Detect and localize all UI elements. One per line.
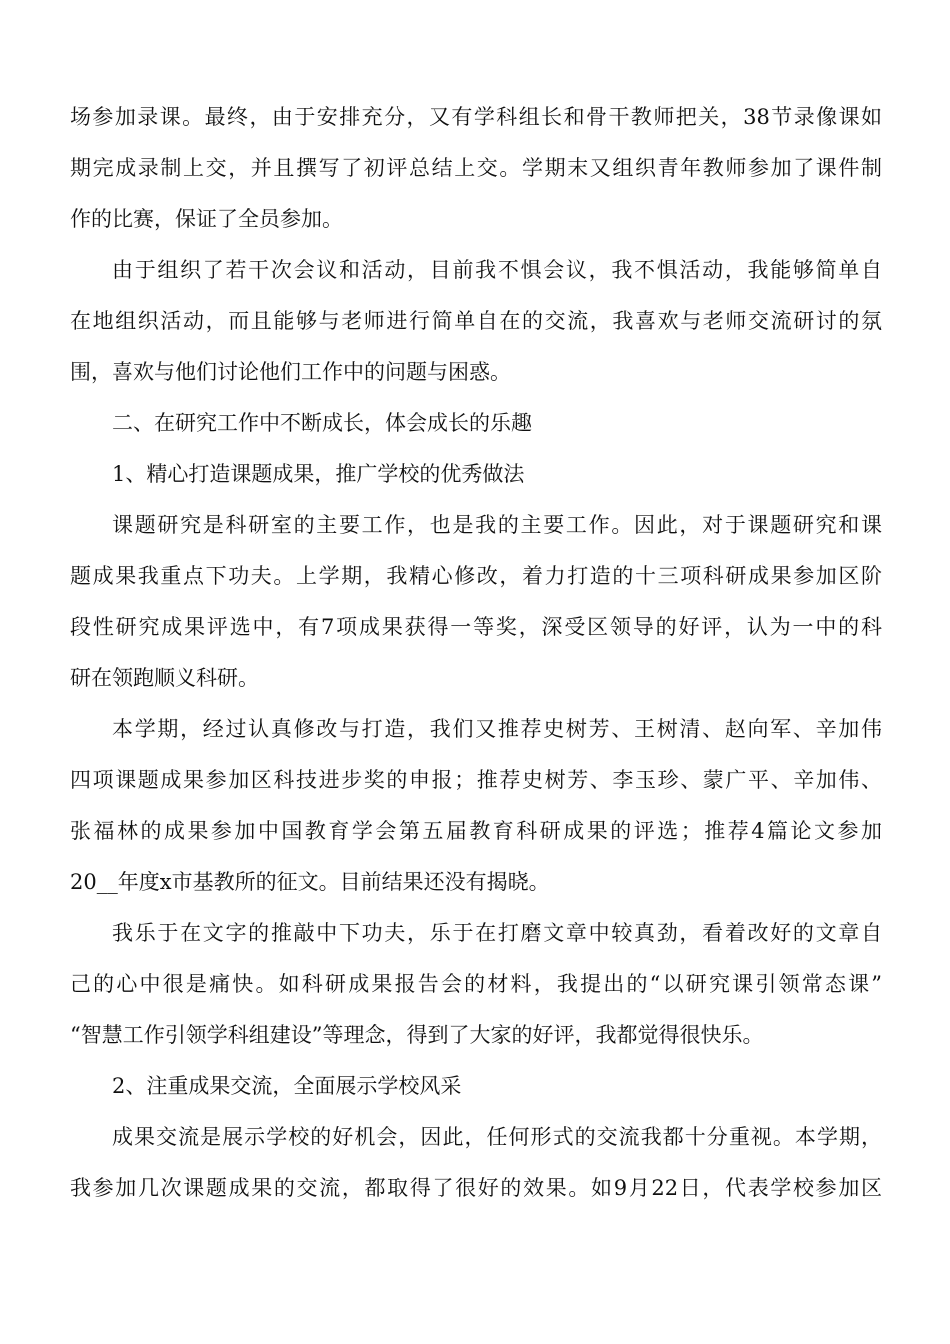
subsection-heading xyxy=(70,1061,882,1112)
text-line: 二、在研究工作中不断成长，体会成长的乐趣 xyxy=(112,411,532,435)
text-line: “智慧工作引领学科组建设”等理念，得到了大家的好评，我都觉得很快乐。 xyxy=(70,1023,764,1047)
document-page xyxy=(70,92,882,1214)
paragraph xyxy=(70,92,882,245)
section-heading xyxy=(70,398,882,449)
text-line: 题成果我重点下功夫。上学期，我精心修改，着力打造的十三项科研成果参加区阶 xyxy=(70,564,882,588)
text-line: 场参加录课。最终，由于安排充分，又有学科组长和骨干教师把关，38节录像课如 xyxy=(70,105,882,129)
paragraph xyxy=(70,1112,882,1214)
text-line: 四项课题成果参加区科技进步奖的申报；推荐史树芳、李玉珍、蒙广平、辛加伟、 xyxy=(70,768,882,792)
paragraph xyxy=(70,245,882,398)
text-line: 己的心中很是痛快。如科研成果报告会的材料，我提出的“以研究课引领常态课” xyxy=(70,972,882,996)
text-line: 由于组织了若干次会议和活动，目前我不惧会议，我不惧活动，我能够简单自 xyxy=(112,258,882,282)
paragraph xyxy=(70,704,882,908)
text-line: 研在领跑顺义科研。 xyxy=(70,666,259,690)
text-line: 1、精心打造课题成果，推广学校的优秀做法 xyxy=(112,462,525,486)
text-line: 我参加几次课题成果的交流，都取得了很好的效果。如9月22日，代表学校参加区 xyxy=(70,1176,882,1200)
text-line: 我乐于在文字的推敲中下功夫，乐于在打磨文章中较真劲，看着改好的文章自 xyxy=(112,921,882,945)
text-line: 20__年度x市基教所的征文。目前结果还没有揭晓。 xyxy=(70,870,550,894)
paragraph xyxy=(70,500,882,704)
text-line: 成果交流是展示学校的好机会，因此，任何形式的交流我都十分重视。本学期， xyxy=(112,1125,882,1149)
text-line: 围，喜欢与他们讨论他们工作中的问题与困惑。 xyxy=(70,360,511,384)
text-line: 作的比赛，保证了全员参加。 xyxy=(70,207,343,231)
text-line: 期完成录制上交，并且撰写了初评总结上交。学期末又组织青年教师参加了课件制 xyxy=(70,156,882,180)
subsection-heading xyxy=(70,449,882,500)
text-line: 段性研究成果评选中，有7项成果获得一等奖，深受区领导的好评，认为一中的科 xyxy=(70,615,882,639)
text-line: 本学期，经过认真修改与打造，我们又推荐史树芳、王树清、赵向军、辛加伟 xyxy=(112,717,882,741)
text-line: 2、注重成果交流，全面展示学校风采 xyxy=(112,1074,462,1098)
paragraph xyxy=(70,908,882,1061)
text-line: 在地组织活动，而且能够与老师进行简单自在的交流，我喜欢与老师交流研讨的氛 xyxy=(70,309,882,333)
text-line: 课题研究是科研室的主要工作，也是我的主要工作。因此，对于课题研究和课 xyxy=(112,513,882,537)
text-line: 张福林的成果参加中国教育学会第五届教育科研成果的评选；推荐4篇论文参加 xyxy=(70,819,882,843)
